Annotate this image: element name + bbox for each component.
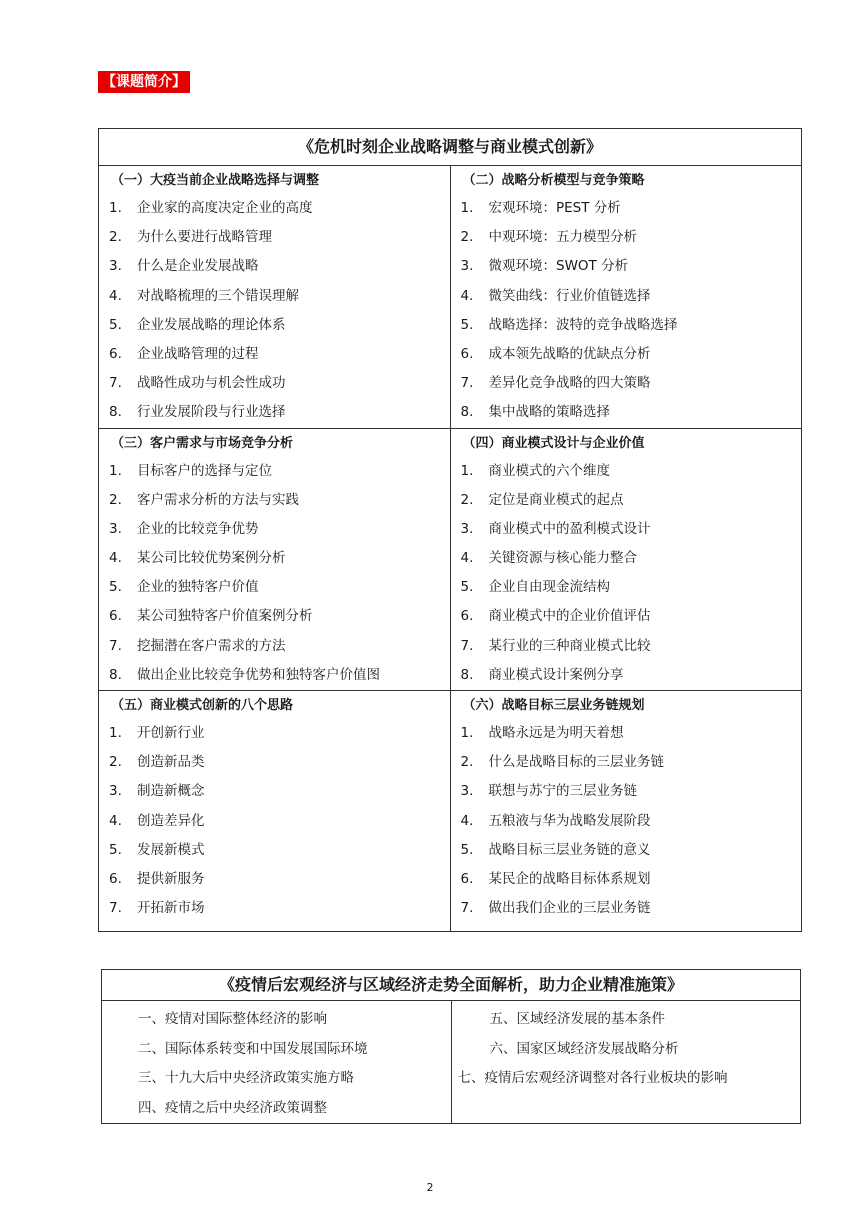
section-2 — [450, 166, 802, 429]
item-number: 2. — [460, 491, 474, 508]
item-number: 5. — [460, 841, 474, 858]
item-text: 联想与苏宁的三层业务链 — [488, 783, 637, 800]
item-number: 4. — [460, 812, 474, 829]
item-text: 对战略梳理的三个错误理解 — [137, 287, 299, 304]
list-item — [459, 894, 802, 923]
list-item — [459, 340, 802, 369]
item-number: 4. — [109, 287, 122, 304]
item-number: 2. — [460, 229, 474, 246]
section-3 — [99, 428, 451, 691]
item-number: 3. — [109, 520, 122, 537]
list-item — [459, 602, 802, 631]
list-item — [459, 223, 802, 252]
table2-item: 七、疫情后宏观经济调整对各行业板块的影响 — [457, 1070, 728, 1086]
item-number: 7. — [460, 375, 474, 392]
item-text: 创造差异化 — [137, 812, 205, 829]
item-text: 做出企业比较竞争优势和独特客户价值图 — [137, 666, 380, 683]
list-item — [459, 719, 802, 748]
item-text: 某公司比较优势案例分析 — [137, 550, 286, 567]
item-text: 企业的比较竞争优势 — [137, 520, 259, 537]
list-item — [107, 340, 450, 369]
table2-item: 五、区域经济发展的基本条件 — [489, 1011, 665, 1027]
table2-item: 四、疫情之后中央经济政策调整 — [138, 1099, 327, 1116]
table2-item: 六、国家区域经济发展战略分析 — [489, 1040, 679, 1057]
list-item — [459, 369, 802, 398]
item-number: 1. — [109, 725, 122, 741]
item-text: 提供新服务 — [137, 870, 205, 887]
list-item — [107, 865, 450, 894]
item-text: 某民企的战略目标体系规划 — [488, 870, 651, 887]
list-item — [459, 486, 802, 515]
section-title: （一）大疫当前企业战略选择与调整 — [111, 173, 320, 188]
table1-title: 《危机时刻企业战略调整与商业模式创新》 — [99, 129, 802, 166]
item-number: 8. — [109, 404, 122, 421]
list-item — [459, 544, 802, 573]
item-text: 微笑曲线：行业价值链选择 — [488, 287, 651, 304]
item-number: 1. — [109, 462, 122, 479]
list-item — [459, 777, 802, 806]
item-text: 定位是商业模式的起点 — [488, 491, 624, 508]
list-item — [459, 748, 802, 777]
list-item — [107, 719, 450, 748]
item-text: 战略永远是为明天着想 — [488, 725, 624, 741]
item-text: 某公司独特客户价值案例分析 — [137, 608, 313, 625]
list-item — [459, 807, 802, 836]
section-4 — [450, 428, 802, 691]
item-text: 商业模式中的盈利模式设计 — [488, 520, 651, 537]
list-item — [107, 398, 450, 427]
item-text: 微观环境：SWOT 分析 — [488, 258, 629, 275]
item-text: 企业战略管理的过程 — [137, 345, 259, 362]
item-number: 8. — [460, 404, 474, 421]
item-number: 3. — [460, 783, 474, 800]
item-number: 1. — [460, 725, 474, 741]
item-number: 7. — [460, 637, 474, 654]
list-item — [459, 515, 802, 544]
item-text: 企业发展战略的理论体系 — [137, 316, 286, 333]
list-item — [107, 223, 450, 252]
item-number: 4. — [460, 287, 474, 304]
item-text: 开拓新市场 — [137, 900, 205, 917]
item-number: 7. — [109, 375, 122, 392]
table2-item: 三、十九大后中央经济政策实施方略 — [138, 1070, 354, 1086]
item-text: 商业模式的六个维度 — [488, 462, 610, 479]
item-text: 企业自由现金流结构 — [488, 579, 610, 596]
list-item — [107, 369, 450, 398]
list-item — [107, 748, 450, 777]
list-item — [107, 894, 450, 923]
section-title: （六）战略目标三层业务链规划 — [462, 698, 645, 713]
list-item — [107, 836, 450, 865]
item-number: 3. — [109, 783, 122, 800]
list-item — [107, 252, 450, 281]
list-item — [107, 807, 450, 836]
item-text: 宏观环境：PEST 分析 — [488, 200, 621, 216]
list-item — [107, 194, 450, 223]
list-item — [107, 573, 450, 602]
list-item — [107, 661, 450, 690]
item-number: 8. — [109, 666, 122, 683]
item-number: 7. — [109, 900, 122, 917]
item-number: 7. — [109, 637, 122, 654]
item-number: 3. — [109, 258, 122, 275]
item-number: 5. — [109, 841, 122, 858]
item-text: 战略选择：波特的竞争战略选择 — [488, 316, 678, 333]
item-text: 企业家的高度决定企业的高度 — [137, 200, 313, 216]
section-5 — [99, 691, 451, 932]
section-title: （二）战略分析模型与竞争策略 — [462, 173, 645, 188]
list-item — [107, 632, 450, 661]
item-text: 为什么要进行战略管理 — [137, 229, 272, 246]
item-text: 成本领先战略的优缺点分析 — [488, 345, 651, 362]
item-number: 5. — [460, 316, 474, 333]
item-number: 7. — [460, 900, 474, 917]
item-number: 1. — [460, 200, 474, 216]
item-number: 1. — [109, 200, 122, 216]
item-number: 3. — [460, 258, 474, 275]
item-number: 6. — [109, 608, 122, 625]
table2-item: 二、国际体系转变和中国发展国际环境 — [138, 1040, 368, 1057]
item-text: 战略性成功与机会性成功 — [137, 375, 286, 392]
item-number: 1. — [460, 462, 474, 479]
item-number: 4. — [109, 550, 122, 567]
list-item — [107, 457, 450, 486]
item-number: 2. — [460, 754, 474, 771]
item-text: 创造新品类 — [137, 754, 205, 771]
list-item — [459, 311, 802, 340]
item-text: 商业模式中的企业价值评估 — [488, 608, 651, 625]
item-number: 4. — [460, 550, 474, 567]
table2-item: 一、疫情对国际整体经济的影响 — [138, 1011, 327, 1027]
item-text: 集中战略的策略选择 — [488, 404, 610, 421]
item-text: 企业的独特客户价值 — [137, 579, 259, 596]
table2-left-column — [102, 1001, 452, 1124]
list-item — [107, 486, 450, 515]
item-text: 做出我们企业的三层业务链 — [488, 900, 651, 917]
list-item — [459, 573, 802, 602]
item-text: 开创新行业 — [137, 725, 205, 741]
item-number: 3. — [460, 520, 474, 537]
item-number: 6. — [460, 345, 474, 362]
item-text: 什么是企业发展战略 — [137, 258, 259, 275]
item-text: 什么是战略目标的三层业务链 — [488, 754, 664, 771]
list-item — [459, 194, 802, 223]
list-item — [107, 311, 450, 340]
list-item — [107, 602, 450, 631]
section-title: （五）商业模式创新的八个思路 — [111, 698, 294, 713]
item-text: 制造新概念 — [137, 783, 205, 800]
item-text: 商业模式设计案例分享 — [488, 666, 624, 683]
course-table-2 — [101, 969, 801, 1124]
item-text: 客户需求分析的方法与实践 — [137, 491, 299, 508]
item-text: 某行业的三种商业模式比较 — [488, 637, 651, 654]
section-title: （四）商业模式设计与企业价值 — [462, 435, 645, 451]
item-number: 2. — [109, 754, 122, 771]
item-number: 5. — [460, 579, 474, 596]
list-item — [107, 777, 450, 806]
item-text: 五粮液与华为战略发展阶段 — [488, 812, 651, 829]
list-item — [459, 252, 802, 281]
item-text: 中观环境：五力模型分析 — [488, 229, 637, 246]
list-item — [459, 632, 802, 661]
list-item — [459, 457, 802, 486]
table2-right-column — [451, 1001, 801, 1124]
section-tag: 【课题简介】 — [98, 71, 190, 93]
item-number: 2. — [109, 491, 122, 508]
item-number: 2. — [109, 229, 122, 246]
item-number: 4. — [109, 812, 122, 829]
item-text: 行业发展阶段与行业选择 — [137, 404, 286, 421]
list-item — [459, 398, 802, 427]
item-text: 发展新模式 — [137, 841, 205, 858]
item-text: 关键资源与核心能力整合 — [488, 550, 637, 567]
section-6 — [450, 691, 802, 932]
item-text: 战略目标三层业务链的意义 — [488, 841, 651, 858]
page-number: 2 — [426, 1181, 434, 1194]
list-item — [107, 544, 450, 573]
item-number: 6. — [460, 608, 474, 625]
item-number: 5. — [109, 579, 122, 596]
list-item — [107, 515, 450, 544]
course-table-1 — [98, 128, 802, 932]
section-1 — [99, 166, 451, 429]
item-number: 5. — [109, 316, 122, 333]
item-text: 目标客户的选择与定位 — [137, 462, 272, 479]
list-item — [459, 836, 802, 865]
item-number: 8. — [460, 666, 474, 683]
item-number: 6. — [460, 870, 474, 887]
list-item — [459, 661, 802, 690]
item-number: 6. — [109, 870, 122, 887]
item-text: 差异化竞争战略的四大策略 — [488, 375, 651, 392]
table2-title: 《疫情后宏观经济与区域经济走势全面解析，助力企业精准施策》 — [102, 970, 801, 1001]
section-title: （三）客户需求与市场竞争分析 — [111, 435, 294, 451]
list-item — [459, 865, 802, 894]
item-text: 挖掘潜在客户需求的方法 — [137, 637, 286, 654]
list-item — [107, 282, 450, 311]
item-number: 6. — [109, 345, 122, 362]
list-item — [459, 282, 802, 311]
